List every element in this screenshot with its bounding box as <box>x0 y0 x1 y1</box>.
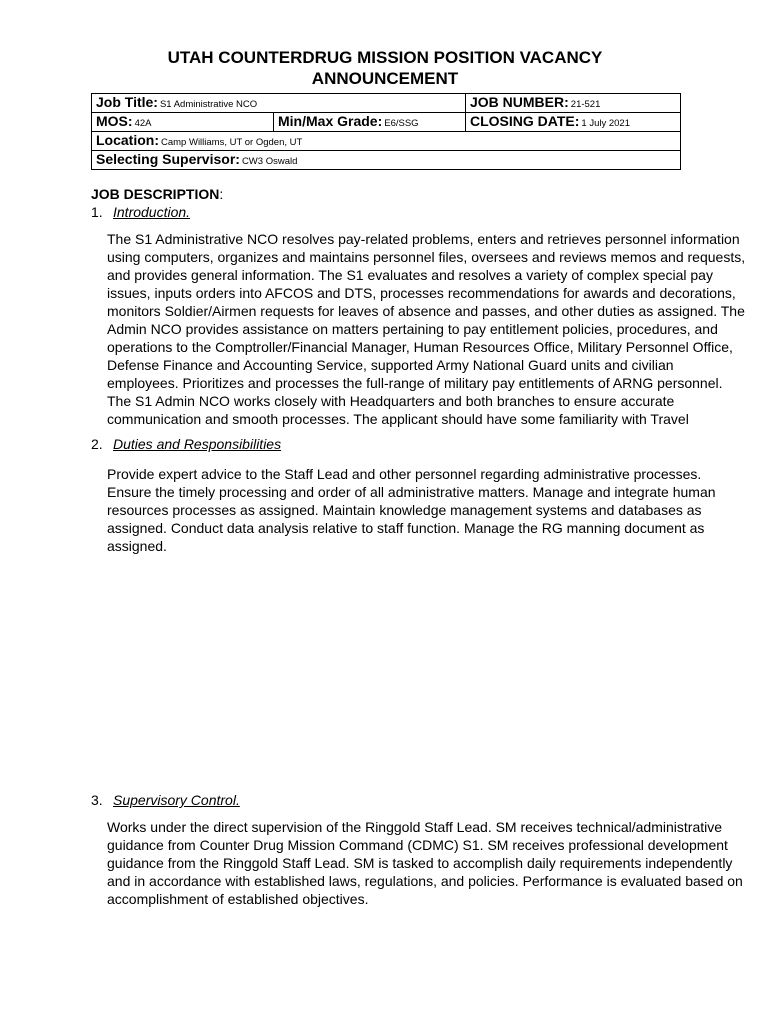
cell-closing-date <box>466 113 681 132</box>
closing-date-value: 1 July 2021 <box>581 118 630 129</box>
section-1-body: The S1 Administrative NCO resolves pay-related problems, enters and retrieves personnel information using computers, organizes and maintains personnel files, oversees and reviews memos and requests, and provides general information. The S1 evaluates and resolves a variety of complex special pay issues, inputs orders into AFCOS and DTS, processes recommendations for awards and decorations, monitors Soldier/Airmen requests for leaves of absence and passes, and other duties as assigned. The Admin NCO provides assistance on matters pertaining to pay entitlement policies, procedures, and operations to the Comptroller/Financial Manager, Human Resources Office, Military Personnel Office, Defense Finance and Accounting Service, supported Army National Guard units and civilian employees. Prioritizes and processes the full-range of military pay entitlements of ARNG personnel. The S1 Admin NCO works closely with Headquarters and both branches to ensure accurate communication and smooth processes. The applicant should have some familiarity with Travel <box>107 231 746 427</box>
supervisor-label: Selecting Supervisor: <box>96 151 240 167</box>
section-2-number: 2. <box>91 436 103 452</box>
mos-value: 42A <box>134 118 152 129</box>
row-job-title <box>92 94 681 113</box>
job-number-label: JOB NUMBER: <box>470 94 569 110</box>
grade-label: Min/Max Grade: <box>278 113 383 129</box>
cell-job-number <box>466 94 681 113</box>
job-description-heading-text: JOB DESCRIPTION <box>91 186 220 202</box>
supervisor-value: CW3 Oswald <box>241 156 298 167</box>
section-3-number: 3. <box>91 792 103 808</box>
section-2-title: Duties and Responsibilities <box>113 436 282 452</box>
job-description-heading <box>91 186 223 202</box>
section-3-title: Supervisory Control. <box>113 792 240 808</box>
title-line-2: ANNOUNCEMENT <box>311 69 459 88</box>
job-title-value: S1 Administrative NCO <box>159 99 258 110</box>
job-title-label: Job Title: <box>96 94 158 110</box>
cell-grade <box>274 113 466 132</box>
cell-mos <box>92 113 274 132</box>
row-supervisor <box>92 151 681 170</box>
section-2-heading <box>91 436 281 452</box>
closing-date-label: CLOSING DATE: <box>470 113 580 129</box>
cell-location <box>92 132 681 151</box>
section-1-title: Introduction. <box>113 204 191 220</box>
grade-value: E6/SSG <box>384 118 419 129</box>
section-1-number: 1. <box>91 204 103 220</box>
document-title <box>0 47 770 89</box>
row-location <box>92 132 681 151</box>
job-description-heading-colon: : <box>219 186 224 202</box>
section-1-heading <box>91 204 190 220</box>
job-number-value: 21-521 <box>570 99 601 110</box>
location-value: Camp Williams, UT or Ogden, UT <box>161 137 303 148</box>
row-mos <box>92 113 681 132</box>
title-line-1: UTAH COUNTERDRUG MISSION POSITION VACANCY <box>167 48 603 67</box>
location-label: Location: <box>96 132 159 148</box>
section-3-body: Works under the direct supervision of the Ringgold Staff Lead. SM receives technical/administrative guidance from Counter Drug Mission Command (CDMC) S1. SM receives professional development guidance from the Ringgold Staff Lead. SM is tasked to accomplish daily requirements independently and in accordance with established laws, regulations, and policies. Performance is evaluated based on accomplishment of established objectives. <box>107 819 743 907</box>
cell-supervisor <box>92 151 681 170</box>
section-2-body: Provide expert advice to the Staff Lead and other personnel regarding administrative processes. Ensure the timely processing and order of all administrative matters. Manage and integrate human resources processes as assigned. Maintain knowledge management systems and databases as assigned. Conduct data analysis relative to staff function. Manage the RG manning document as assigned. <box>107 466 716 554</box>
section-3-heading <box>91 792 240 808</box>
mos-label: MOS: <box>96 113 133 129</box>
cell-job-title <box>92 94 466 113</box>
position-info-table <box>91 93 681 170</box>
